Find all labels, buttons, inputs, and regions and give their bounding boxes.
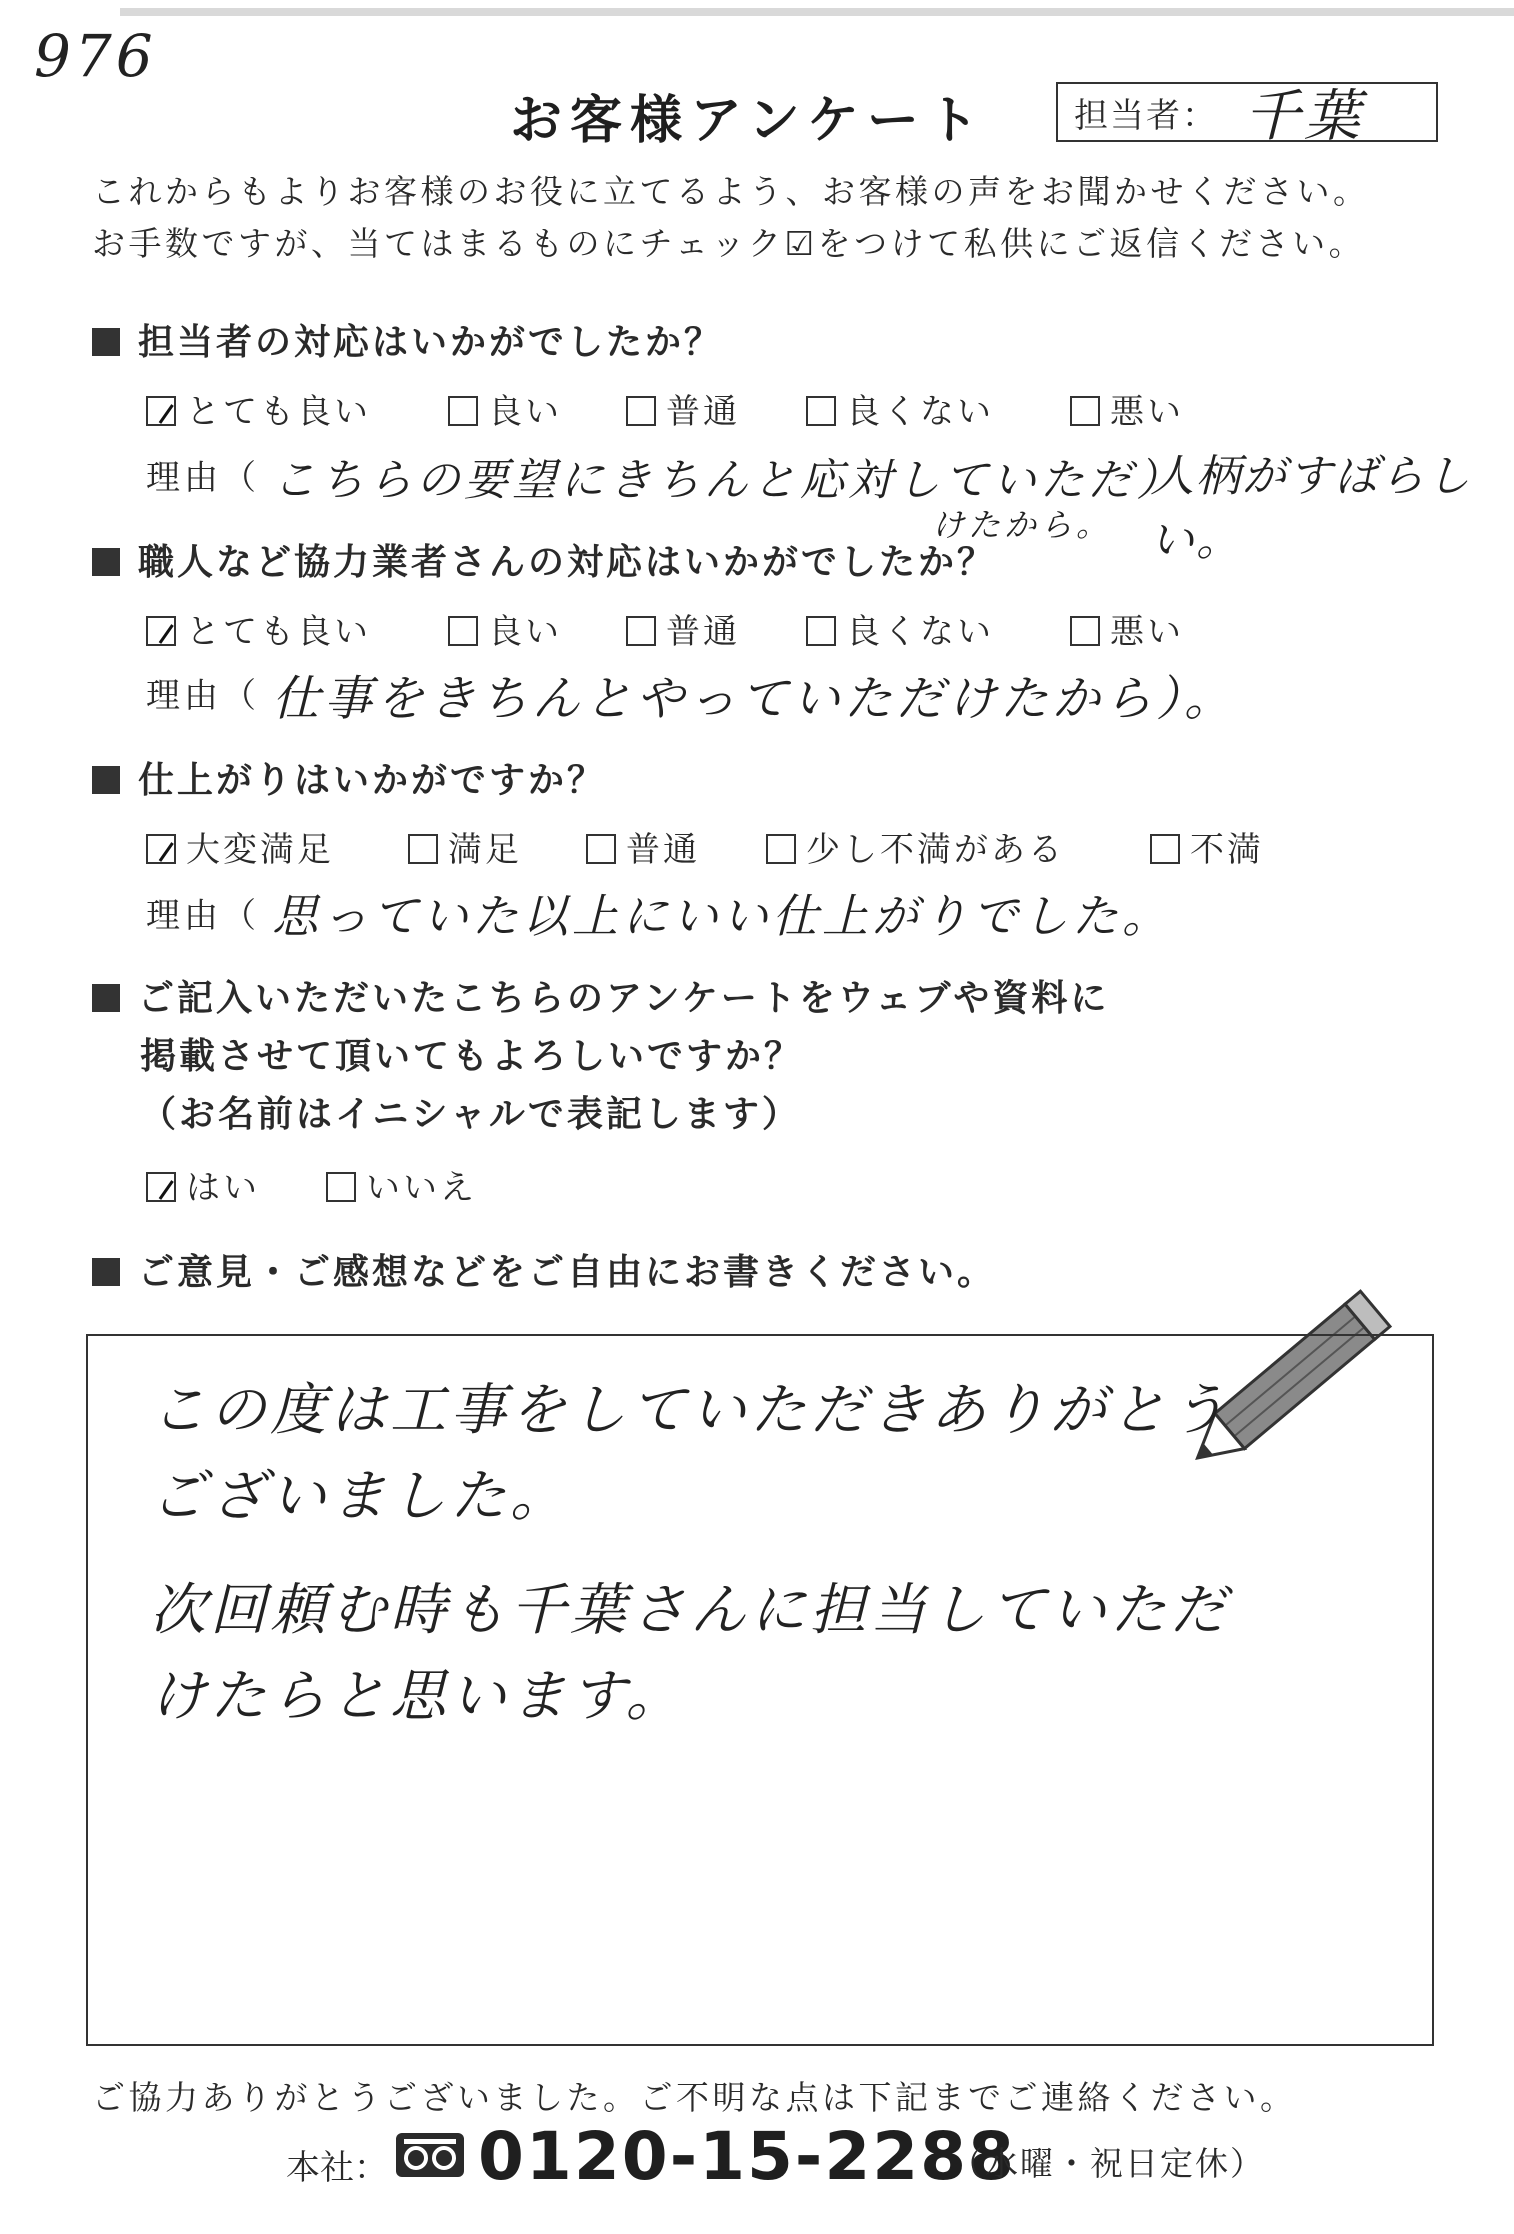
checkbox-icon[interactable] (1070, 396, 1100, 426)
business-hours: （水曜・祝日定休） (950, 2144, 1265, 2183)
checkbox-icon[interactable] (448, 396, 478, 426)
q3-option-1[interactable]: 大変満足 (146, 822, 334, 871)
document-number: 976 (34, 22, 157, 90)
checkbox-icon[interactable] (806, 396, 836, 426)
q2-option-5[interactable]: 悪い (1070, 604, 1184, 653)
question-5 (92, 1244, 996, 1295)
checkbox-icon[interactable] (326, 1172, 356, 1202)
checkbox-icon[interactable] (586, 834, 616, 864)
q2-reason-text: 仕事をきちんとやっていただけたから）。 (272, 671, 1237, 727)
comment-line-4: けたらと思います。 (150, 1664, 686, 1729)
survey-title: お客様アンケート (510, 91, 987, 151)
q3-option-5[interactable]: 不満 (1150, 822, 1264, 871)
q2-option-3[interactable]: 普通 (626, 604, 740, 653)
q1-reason-side-note: 人柄がすばらしい。 (1150, 451, 1472, 566)
question-4-line-1: ご記入いただいたこちらのアンケートをウェブや資料に (138, 978, 1110, 1019)
q1-reason-text: こちらの要望にきちんと応対していただ） (272, 455, 1184, 506)
q3-option-2[interactable]: 満足 (408, 822, 522, 871)
q3-option-4[interactable]: 少し不満がある (766, 822, 1065, 871)
bullet-square-icon (92, 548, 120, 576)
freedial-icon (396, 2133, 464, 2177)
checkbox-icon[interactable] (626, 616, 656, 646)
bullet-square-icon (92, 766, 120, 794)
q1-option-2[interactable]: 良い (448, 384, 562, 433)
q1-option-3[interactable]: 普通 (626, 384, 740, 433)
q3-option-3[interactable]: 普通 (586, 822, 700, 871)
q1-option-5[interactable]: 悪い (1070, 384, 1184, 433)
question-4-line-2: 掲載させて頂いてもよろしいですか？ (140, 1036, 804, 1077)
checkbox-icon[interactable] (1070, 616, 1100, 646)
q2-option-2[interactable]: 良い (448, 604, 562, 653)
checkbox-checked-icon[interactable] (146, 1172, 176, 1202)
checkbox-icon[interactable] (806, 616, 836, 646)
q2-option-1[interactable]: とても良い (146, 604, 371, 653)
q1-option-1[interactable]: とても良い (146, 384, 371, 433)
scan-edge (120, 8, 1514, 16)
checkbox-icon[interactable] (1150, 834, 1180, 864)
q1-reason-label: 理由（ (146, 458, 260, 498)
question-4-line-3: （お名前はイニシャルで表記します） (140, 1094, 801, 1135)
intro-line-1: これからもよりお客様のお役に立てるよう、お客様の声をお聞かせください。 (92, 172, 1370, 211)
staff-name: 千葉 (1244, 84, 1364, 149)
question-2 (92, 534, 996, 585)
checkbox-icon[interactable] (766, 834, 796, 864)
bullet-square-icon (92, 1258, 120, 1286)
question-5-text: ご意見・ご感想などをご自由にお書きください。 (138, 1252, 997, 1293)
question-1 (92, 314, 723, 365)
checkbox-checked-icon[interactable] (146, 396, 176, 426)
checkbox-icon[interactable] (626, 396, 656, 426)
checkbox-icon[interactable] (408, 834, 438, 864)
q1-reason-continued: けたから。 (932, 506, 1113, 544)
bullet-square-icon (92, 984, 120, 1012)
q3-reason-text: 思っていた以上にいい仕上がりでした。 (272, 889, 1172, 943)
checkbox-checked-icon[interactable] (146, 834, 176, 864)
question-3 (92, 752, 606, 803)
q3-reason-label: 理由（ (146, 896, 260, 936)
hq-label: 本社： (286, 2148, 388, 2188)
checkbox-icon[interactable] (448, 616, 478, 646)
comment-line-3: 次回頼む時も千葉さんに担当していただ (150, 1578, 1230, 1643)
q1-option-4[interactable]: 良くない (806, 384, 994, 433)
intro-line-2: お手数ですが、当てはまるものにチェック☑をつけて私供にご返信ください。 (92, 224, 1366, 263)
footer-thanks: ご協力ありがとうございました。ご不明な点は下記までご連絡ください。 (92, 2078, 1297, 2117)
question-4 (92, 970, 1109, 1021)
question-1-text: 担当者の対応はいかがでしたか？ (138, 322, 724, 363)
q4-option-no[interactable]: いいえ (326, 1160, 477, 1209)
bullet-square-icon (92, 328, 120, 356)
phone-number[interactable]: 0120-15-2288 (478, 2118, 1017, 2195)
q2-reason-label: 理由（ (146, 676, 260, 716)
q2-option-4[interactable]: 良くない (806, 604, 994, 653)
question-3-text: 仕上がりはいかがですか？ (138, 760, 607, 801)
checkbox-checked-icon[interactable] (146, 616, 176, 646)
staff-label: 担当者： (1074, 96, 1218, 136)
comment-line-2: ございました。 (150, 1464, 570, 1529)
comment-line-1: この度は工事をしていただきありがとう (150, 1378, 1230, 1443)
question-2-text: 職人など協力業者さんの対応はいかがでしたか？ (138, 542, 997, 583)
q4-option-yes[interactable]: はい (146, 1160, 260, 1209)
